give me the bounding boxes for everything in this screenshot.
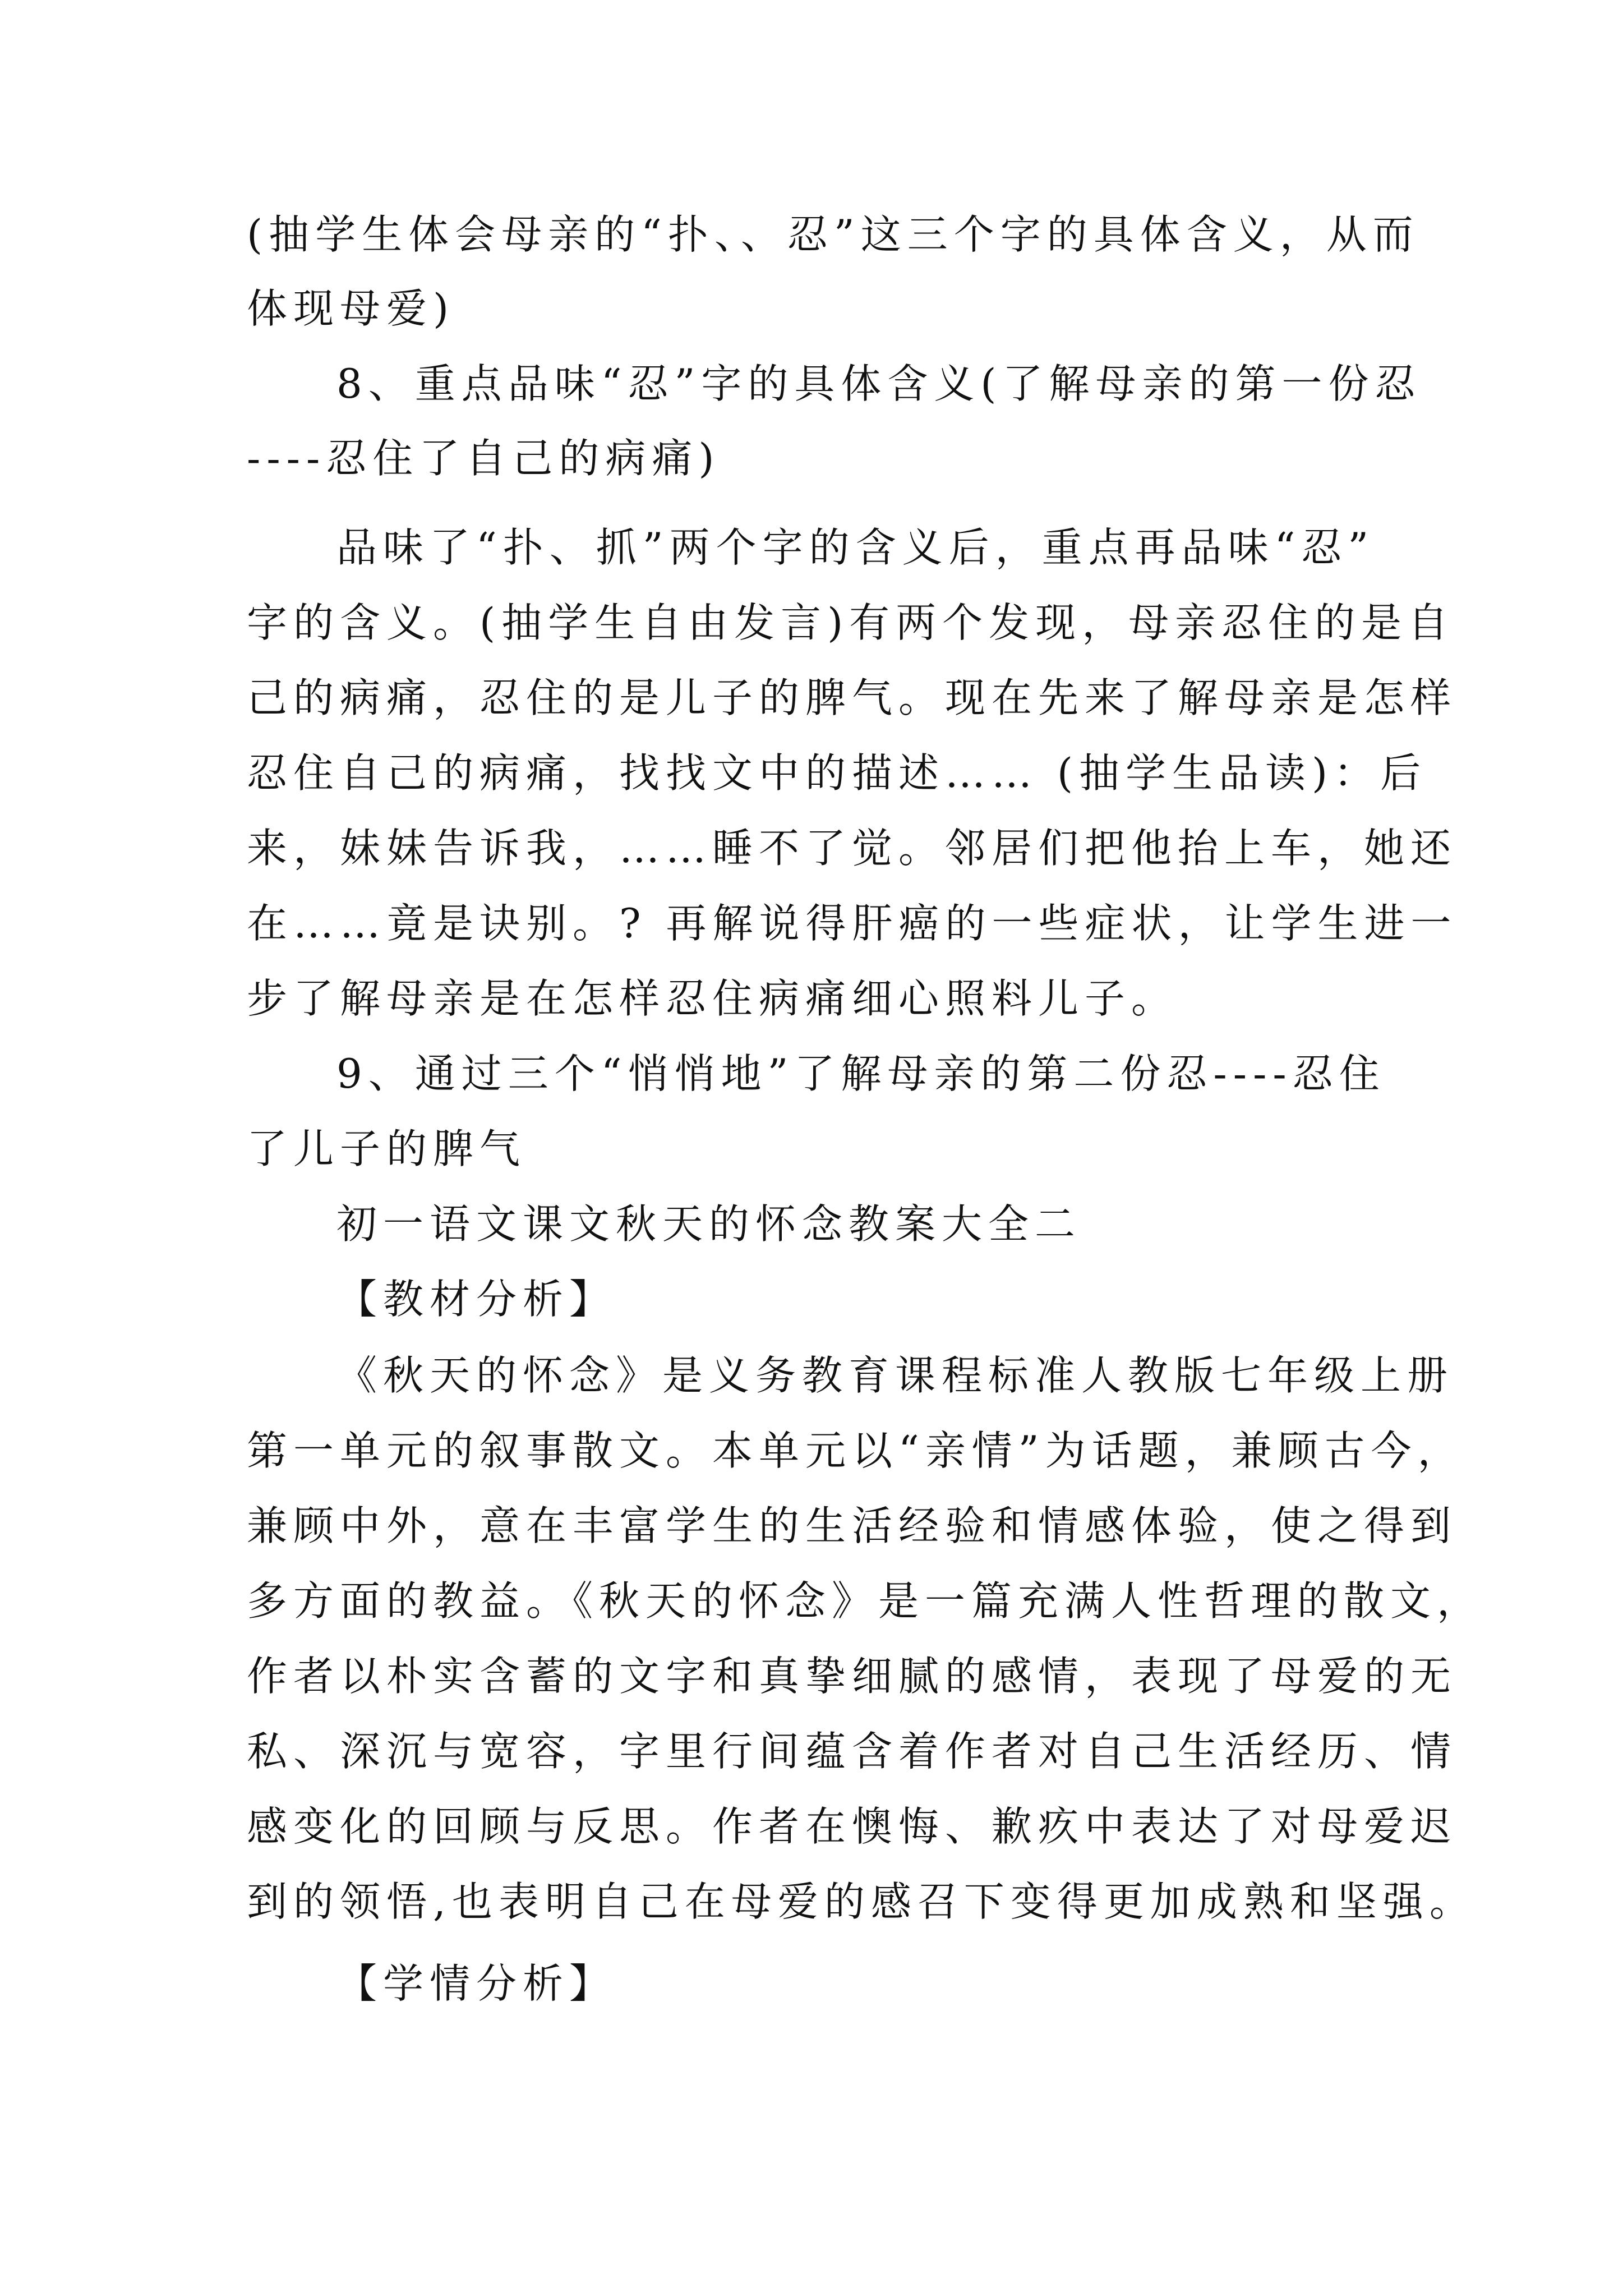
text-line: 品味了“扑、抓”两个字的含义后，重点再品味“忍” <box>336 524 1375 571</box>
text-line: 作者以朴实含蓄的文字和真挚细腻的感情，表现了母爱的无 <box>247 1653 1458 1700</box>
text-line: 来，妹妹告诉我，……睡不了觉。邻居们把他抬上车，她还 <box>247 825 1458 872</box>
text-line: 《秋天的怀念》是义务教育课程标准人教版七年级上册 <box>336 1352 1454 1399</box>
text-line: (抽学生体会母亲的“扑、、忍”这三个字的具体含义，从而 <box>247 211 1419 258</box>
text-line: 己的病痛，忍住的是儿子的脾气。现在先来了解母亲是怎样 <box>247 674 1458 721</box>
text-line: 兼顾中外，意在丰富学生的生活经验和情感体验，使之得到 <box>247 1502 1458 1549</box>
subsection-heading: 【学情分析】 <box>336 1960 616 2007</box>
text-line: 了儿子的脾气 <box>247 1125 527 1172</box>
text-line: 在……竟是诀别。? 再解说得肝癌的一些症状，让学生进一 <box>247 900 1458 947</box>
text-line: 感变化的回顾与反思。作者在懊悔、歉疚中表达了对母爱迟 <box>247 1803 1458 1850</box>
text-line: 9、通过三个“悄悄地”了解母亲的第二份忍----忍住 <box>336 1050 1386 1097</box>
text-line: 步了解母亲是在怎样忍住病痛细心照料儿子。 <box>247 975 1178 1022</box>
text-line: 字的含义。(抽学生自由发言)有两个发现，母亲忍住的是自 <box>247 599 1455 646</box>
text-line: 第一单元的叙事散文。本单元以“亲情”为话题，兼顾古今， <box>247 1427 1464 1474</box>
text-line: 8、重点品味“忍”字的具体含义(了解母亲的第一份忍 <box>336 360 1422 407</box>
text-line: 体现母爱) <box>247 285 455 332</box>
section-heading: 初一语文课文秋天的怀念教案大全二 <box>336 1200 1082 1248</box>
text-line: 忍住自己的病痛，找找文中的描述…… (抽学生品读)：后 <box>247 749 1427 797</box>
subsection-heading: 【教材分析】 <box>336 1276 616 1323</box>
text-line: 私、深沉与宽容，字里行间蕴含着作者对自己生活经历、情 <box>247 1728 1458 1775</box>
text-line: 多方面的教益。《秋天的怀念》是一篇充满人性哲理的散文， <box>247 1577 1484 1625</box>
text-line: 到的领悟,也表明自己在母爱的感召下变得更加成熟和坚强。 <box>247 1878 1476 1925</box>
text-line: ----忍住了自己的病痛) <box>247 435 721 482</box>
